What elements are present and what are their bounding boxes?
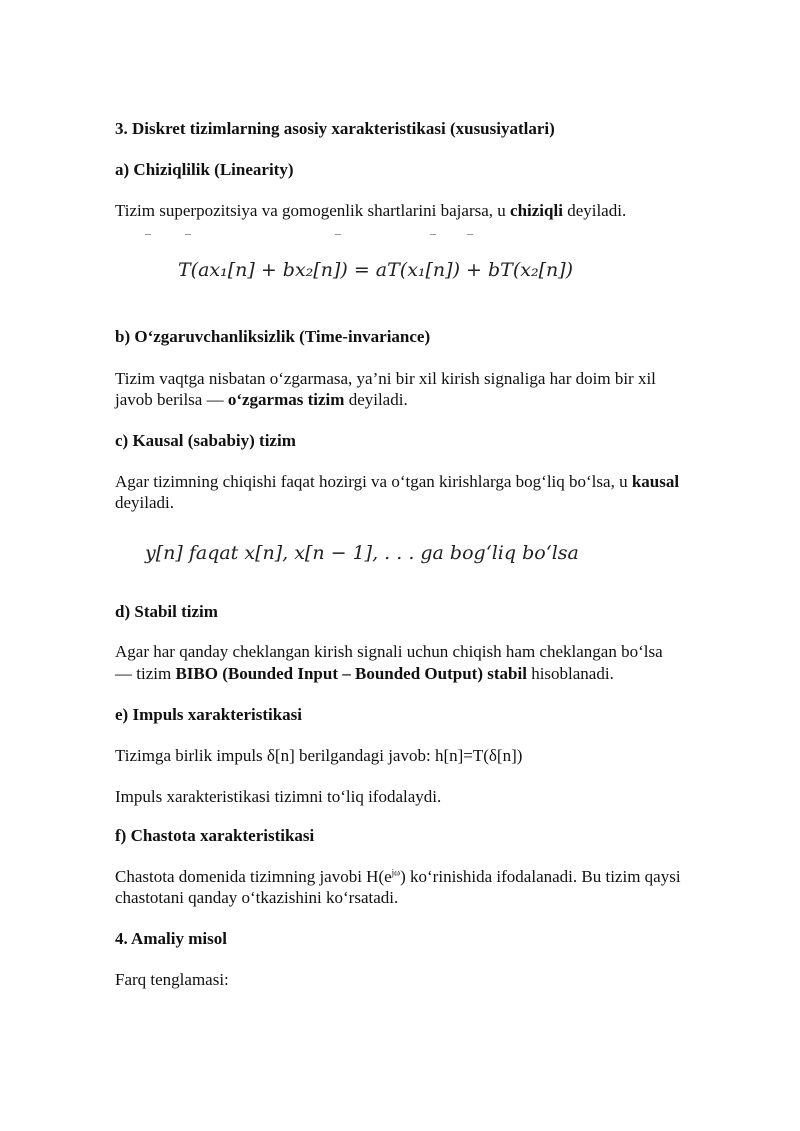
section-4-heading: 4. Amaliy misol: [115, 929, 227, 948]
text-run: deyiladi.: [562, 201, 627, 220]
superscript: jω: [391, 867, 401, 878]
faint-tick-marks: [145, 234, 485, 240]
bold-term: chiziqli: [510, 201, 563, 220]
text-run: Tizim superpozitsiya va gomogenlik shartlarini bajarsa, u: [115, 201, 511, 220]
stable-line-1: Agar har qanday cheklangan kirish signali uchun chiqish ham cheklangan bo‘lsa: [115, 642, 663, 661]
bold-term: BIBO (Bounded Input – Bounded Output) stabil: [175, 664, 527, 683]
causal-formula: y[n] faqat x[n], x[n − 1], . . . ga bog‘liq bo‘lsa: [145, 542, 579, 564]
causal-line-2: deyiladi.: [115, 493, 175, 512]
stable-line-2: [115, 663, 755, 684]
impulse-line-1: Tizimga birlik impuls δ[n] berilgandagi javob: h[n]=T(δ[n]): [115, 746, 523, 765]
text-run: javob berilsa —: [115, 390, 228, 409]
bold-term: kausal: [631, 472, 680, 491]
impulse-line-2: Impuls xarakteristikasi tizimni to‘liq ifodalaydi.: [115, 787, 442, 806]
frequency-line-1: [115, 866, 755, 887]
linearity-formula: T(ax₁[n] + bx₂[n]) = aT(x₁[n]) + bT(x₂[n]): [178, 259, 574, 281]
time-invariance-line-1: Tizim vaqtga nisbatan o‘zgarmasa, ya’ni bir xil kirish signaliga har doim bir xil: [115, 369, 656, 388]
section-3-heading: 3. Diskret tizimlarning asosiy xarakteristikasi (xususiyatlari): [115, 119, 555, 138]
subsection-f-heading: f) Chastota xarakteristikasi: [115, 826, 315, 845]
frequency-line-2: chastotani qanday o‘tkazishini ko‘rsatadi.: [115, 888, 399, 907]
text-run: — tizim: [115, 664, 176, 683]
subsection-e-heading: e) Impuls xarakteristikasi: [115, 705, 302, 724]
linearity-paragraph: [115, 200, 755, 221]
subsection-a-heading: a) Chiziqlilik (Linearity): [115, 160, 294, 179]
text-run: Agar tizimning chiqishi faqat hozirgi va o‘tgan kirishlarga bog‘liq bo‘lsa, u: [115, 472, 632, 491]
subsection-b-heading: b) O‘zgaruvchanliksizlik (Time-invariance): [115, 327, 431, 346]
bold-term: o‘zgarmas tizim: [227, 390, 345, 409]
causal-line-1: [115, 471, 755, 492]
time-invariance-line-2: [115, 389, 755, 410]
text-run: hisoblanadi.: [526, 664, 614, 683]
subsection-d-heading: d) Stabil tizim: [115, 602, 218, 621]
text-run: deyiladi.: [344, 390, 408, 409]
text-run: Chastota domenida tizimning javobi H(e: [115, 867, 392, 886]
text-run: ) ko‘rinishida ifodalanadi. Bu tizim qaysi: [400, 867, 681, 886]
difference-equation-label: Farq tenglamasi:: [115, 970, 229, 989]
subsection-c-heading: c) Kausal (sababiy) tizim: [115, 431, 296, 450]
